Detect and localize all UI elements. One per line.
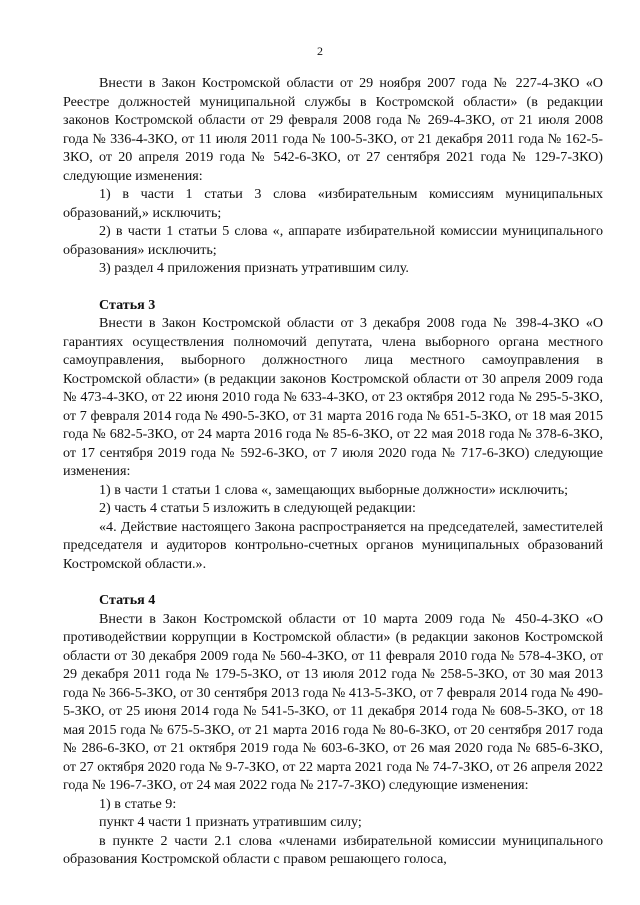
section-gap [63,573,603,591]
article-4-intro-paragraph: Внести в Закон Костромской области от 10 марта 2009 года № 450-4-ЗКО «О противодействии коррупции в Костромской области» (в редакции законов Костромской области от 30 декабря 2009 года № 560-4-ЗКО, от 11 февраля 2010 года № 578-4-ЗКО, от 29 декабря 2011 года № 179-5-ЗКО, от 13 июля 2012 года № 258-5-ЗКО, от 30 мая 2013 года № 366-5-ЗКО, от 30 сентября 2013 года № 413-5-ЗКО, от 7 февраля 2014 года № 490-5-ЗКО, от 25 июня 2014 года № 541-5-ЗКО, от 11 декабря 2014 года № 608-5-ЗКО, от 18 мая 2015 года № 675-5-ЗКО, от 21 марта 2016 года № 80-6-ЗКО, от 20 сентября 2017 года № 286-6-ЗКО, от 21 октября 2019 года № 603-6-ЗКО, от 26 мая 2020 года № 685-6-ЗКО, от 27 октября 2020 года № 9-7-ЗКО, от 22 марта 2021 года № 74-7-ЗКО, от 26 апреля 2022 года № 196-7-ЗКО, от 24 мая 2022 года № 217-7-ЗКО) следующие изменения: [63,610,603,793]
document-body [63,74,603,869]
article-3-item-2-text: «4. Действие настоящего Закона распространяется на председателей, заместителей председателя и аудиторов контрольно-счетных органов муниципальных образований Костромской области.». [63,518,603,572]
article-3-heading: Статья 3 [99,296,156,313]
article-4-item-1-sub-b: в пункте 2 части 2.1 слова «членами избирательной комиссии муниципального образования Костромской области с правом решающего голоса, [63,832,603,867]
article-3-item-2: 2) часть 4 статьи 5 изложить в следующей редакции: [99,500,416,516]
article-2-item-1: 1) в части 1 статьи 3 слова «избирательным комиссиям муниципальных образований,» исключить; [63,186,603,221]
article-3-intro-paragraph: Внести в Закон Костромской области от 3 декабря 2008 года № 398-4-ЗКО «О гарантиях осуществления полномочий депутата, члена выборного органа местного самоуправления, выборного должностного лица местного самоуправления в Костромской области» (в редакции законов Костромской области от 30 апреля 2009 года № 473-4-ЗКО, от 22 июня 2010 года № 633-4-ЗКО, от 23 октября 2012 года № 295-5-ЗКО, от 7 февраля 2014 года № 490-5-ЗКО, от 31 марта 2016 года № 651-5-ЗКО, от 18 мая 2015 года № 682-5-ЗКО, от 24 марта 2016 года № 85-6-ЗКО, от 22 мая 2018 года № 378-6-ЗКО, от 17 сентября 2019 года № 592-6-ЗКО, от 7 июля 2020 года № 717-6-ЗКО) следующие изменения: [63,315,603,479]
section-gap [63,278,603,296]
page-number: 2 [317,44,323,58]
article-3-item-1: 1) в части 1 статьи 1 слова «, замещающих выборные должности» исключить; [99,481,569,498]
article-4-heading: Статья 4 [99,592,156,608]
article-2-intro-paragraph: Внести в Закон Костромской области от 29 ноября 2007 года № 227-4-ЗКО «О Реестре должностей муниципальной службы в Костромской области» (в редакции законов Костромской области от 29 февраля 2008 года № 269-4-ЗКО, от 21 июля 2008 года № 336-4-ЗКО, от 11 июля 2011 года № 100-5-ЗКО, от 21 декабря 2011 года № 162-5-ЗКО, от 20 апреля 2019 года № 542-6-ЗКО, от 27 сентября 2021 года № 129-7-ЗКО) следующие изменения: [63,75,603,184]
article-4-item-1-sub-a: пункт 4 части 1 признать утратившим силу; [99,814,362,830]
article-2-item-3: 3) раздел 4 приложения признать утратившим силу. [99,260,409,276]
article-4-item-1: 1) в статье 9: [99,795,177,812]
article-2-item-2: 2) в части 1 статьи 5 слова «, аппарате избирательной комиссии муниципального образования» исключить; [63,223,603,258]
